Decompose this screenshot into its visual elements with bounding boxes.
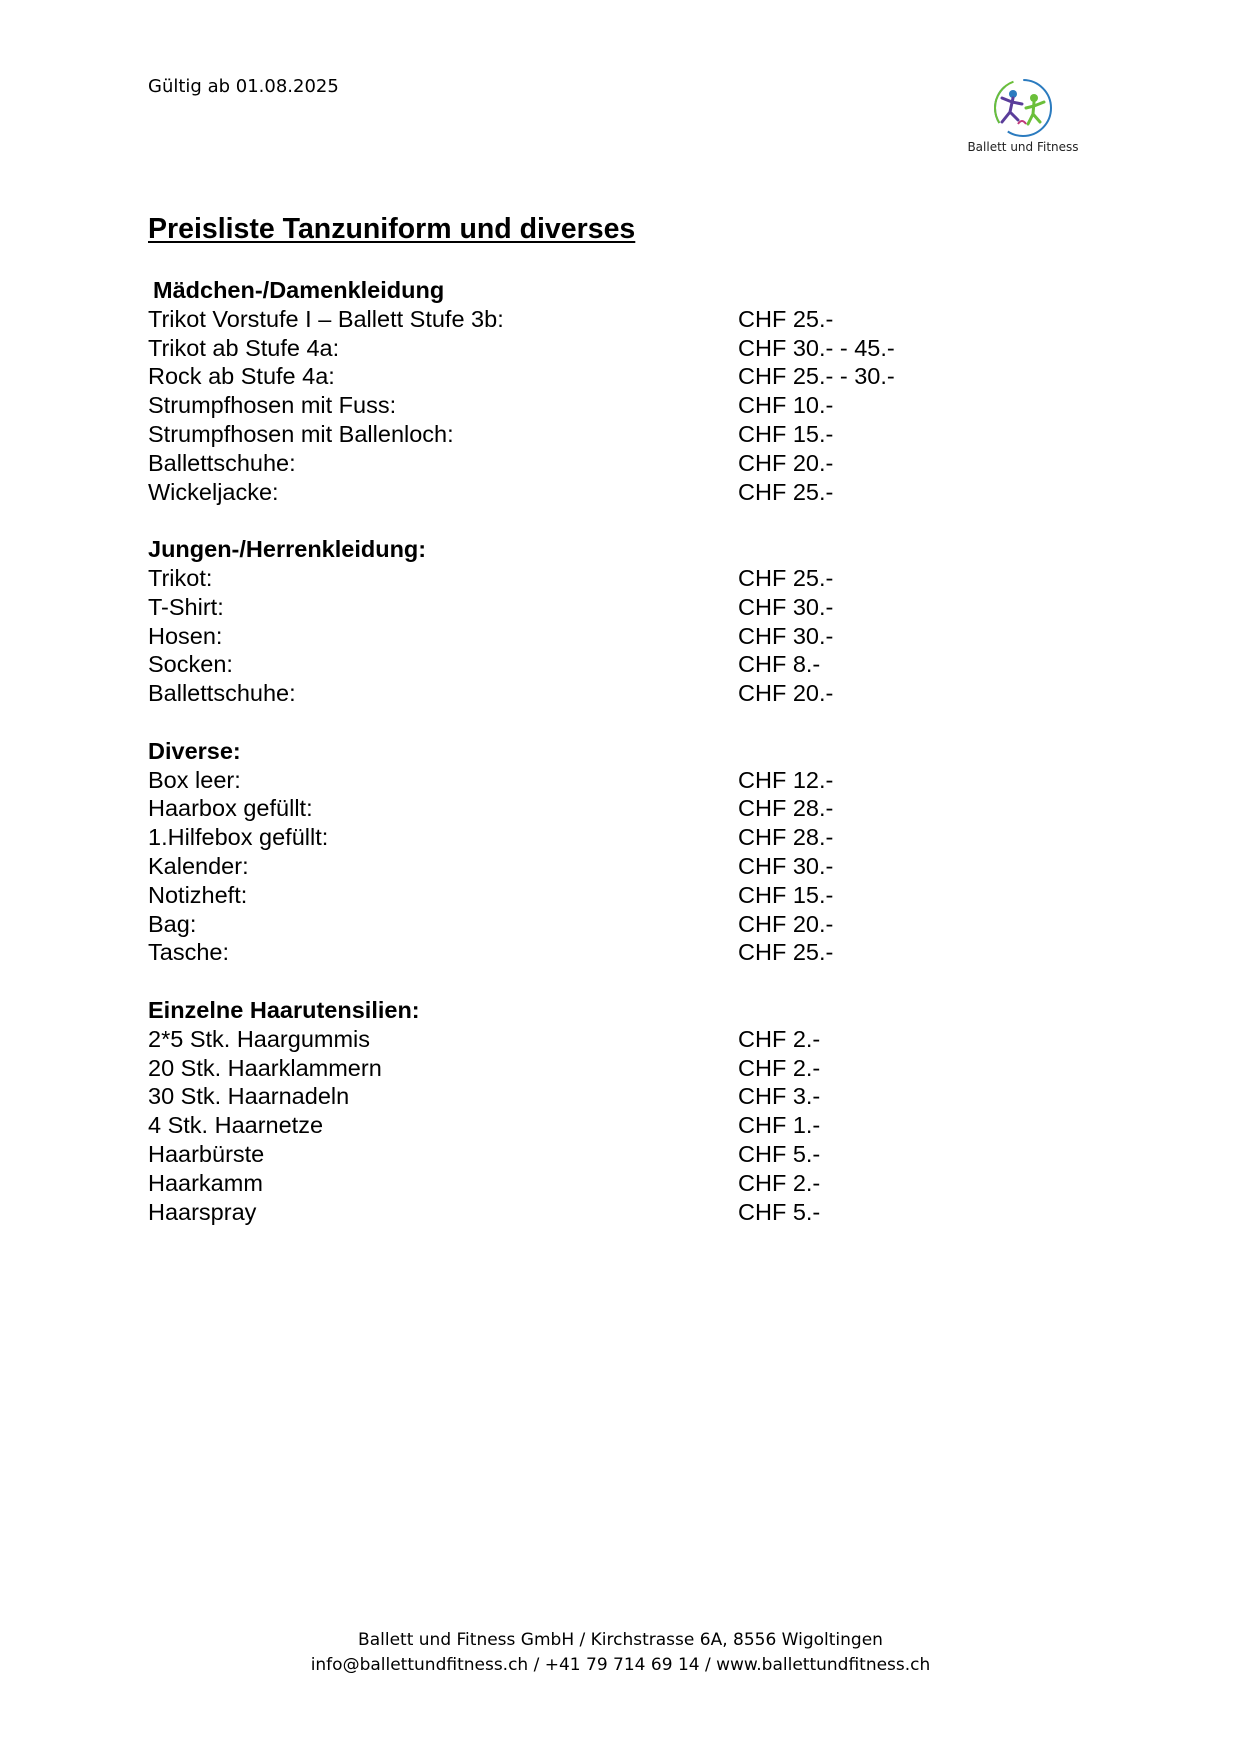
item-label: Kalender: bbox=[148, 852, 249, 879]
price-row bbox=[148, 593, 1048, 622]
item-price: CHF 25.- - 30.- bbox=[738, 363, 895, 390]
price-row bbox=[148, 1025, 1048, 1054]
item-label: 1.Hilfebox gefüllt: bbox=[148, 824, 329, 851]
price-row bbox=[148, 910, 1048, 939]
item-price: CHF 2.- bbox=[738, 1054, 821, 1081]
item-price: CHF 28.- bbox=[738, 824, 834, 851]
item-label: Haarspray bbox=[148, 1198, 257, 1225]
price-row bbox=[148, 420, 1048, 449]
item-label: Strumpfhosen mit Fuss: bbox=[148, 392, 397, 419]
item-price: CHF 2.- bbox=[738, 1169, 821, 1196]
item-price: CHF 15.- bbox=[738, 420, 834, 447]
price-row bbox=[148, 1140, 1048, 1169]
price-row bbox=[148, 679, 1048, 708]
dancers-logo-icon bbox=[988, 78, 1058, 140]
price-row bbox=[148, 823, 1048, 852]
item-label: Socken: bbox=[148, 651, 233, 678]
price-row bbox=[148, 1169, 1048, 1198]
price-row bbox=[148, 564, 1048, 593]
item-label: Ballettschuhe: bbox=[148, 449, 296, 476]
item-price: CHF 5.- bbox=[738, 1198, 821, 1225]
item-label: Trikot: bbox=[148, 564, 213, 591]
item-label: 30 Stk. Haarnadeln bbox=[148, 1083, 350, 1110]
item-price: CHF 25.- bbox=[738, 939, 834, 966]
price-section bbox=[148, 996, 1048, 1226]
price-row bbox=[148, 362, 1048, 391]
item-label: 2*5 Stk. Haargummis bbox=[148, 1025, 371, 1052]
price-row bbox=[148, 1054, 1048, 1083]
item-label: Box leer: bbox=[148, 766, 241, 793]
item-price: CHF 3.- bbox=[738, 1083, 821, 1110]
price-row bbox=[148, 881, 1048, 910]
item-price: CHF 30.- - 45.- bbox=[738, 334, 895, 361]
item-label: Haarbürste bbox=[148, 1140, 265, 1167]
price-row bbox=[148, 852, 1048, 881]
item-label: Wickeljacke: bbox=[148, 478, 279, 505]
price-row bbox=[148, 478, 1048, 507]
item-label: T-Shirt: bbox=[148, 593, 224, 620]
footer-contact: info@ballettundfitness.ch / +41 79 714 69 14 / www.ballettundfitness.ch bbox=[310, 1655, 931, 1675]
item-label: 20 Stk. Haarklammern bbox=[148, 1054, 382, 1081]
section-heading: Diverse: bbox=[148, 737, 241, 764]
page-title: Preisliste Tanzuniform und diverses bbox=[148, 213, 636, 245]
item-price: CHF 30.- bbox=[738, 852, 834, 879]
item-label: Trikot Vorstufe I – Ballett Stufe 3b: bbox=[148, 305, 504, 332]
item-price: CHF 30.- bbox=[738, 622, 834, 649]
price-row bbox=[148, 449, 1048, 478]
item-label: Trikot ab Stufe 4a: bbox=[148, 334, 340, 361]
valid-from-date: Gültig ab 01.08.2025 bbox=[148, 76, 339, 97]
item-label: Strumpfhosen mit Ballenloch: bbox=[148, 420, 454, 447]
logo-text: Ballett und Fitness bbox=[967, 140, 1079, 154]
item-label: Haarkamm bbox=[148, 1169, 263, 1196]
price-row bbox=[148, 650, 1048, 679]
price-section bbox=[148, 737, 1048, 967]
price-section bbox=[148, 535, 1048, 708]
item-label: Ballettschuhe: bbox=[148, 680, 296, 707]
item-label: Hosen: bbox=[148, 622, 223, 649]
section-heading: Einzelne Haarutensilien: bbox=[148, 996, 420, 1023]
price-row bbox=[148, 622, 1048, 651]
company-logo bbox=[948, 78, 1098, 160]
price-row bbox=[148, 794, 1048, 823]
item-price: CHF 15.- bbox=[738, 881, 834, 908]
section-heading: Mädchen-/Damenkleidung bbox=[153, 277, 445, 303]
price-row bbox=[148, 391, 1048, 420]
price-row bbox=[148, 938, 1048, 967]
item-price: CHF 2.- bbox=[738, 1025, 821, 1052]
price-row bbox=[148, 1198, 1048, 1227]
price-section bbox=[148, 276, 1048, 506]
item-price: CHF 20.- bbox=[738, 680, 834, 707]
footer bbox=[0, 1628, 1241, 1678]
price-list bbox=[148, 276, 1048, 1255]
item-label: Tasche: bbox=[148, 939, 229, 966]
item-price: CHF 25.- bbox=[738, 564, 834, 591]
item-label: 4 Stk. Haarnetze bbox=[148, 1112, 324, 1139]
price-row bbox=[148, 1082, 1048, 1111]
item-label: Haarbox gefüllt: bbox=[148, 795, 313, 822]
item-price: CHF 10.- bbox=[738, 392, 834, 419]
price-row bbox=[148, 334, 1048, 363]
item-label: Bag: bbox=[148, 910, 197, 937]
item-label: Notizheft: bbox=[148, 881, 248, 908]
item-price: CHF 1.- bbox=[738, 1112, 821, 1139]
item-price: CHF 20.- bbox=[738, 910, 834, 937]
price-row bbox=[148, 1111, 1048, 1140]
item-price: CHF 25.- bbox=[738, 478, 834, 505]
item-price: CHF 28.- bbox=[738, 795, 834, 822]
item-price: CHF 20.- bbox=[738, 449, 834, 476]
item-price: CHF 30.- bbox=[738, 593, 834, 620]
item-price: CHF 12.- bbox=[738, 766, 834, 793]
footer-address: Ballett und Fitness GmbH / Kirchstrasse 6A, 8556 Wigoltingen bbox=[358, 1630, 883, 1650]
item-price: CHF 25.- bbox=[738, 305, 834, 332]
item-price: CHF 8.- bbox=[738, 651, 821, 678]
item-price: CHF 5.- bbox=[738, 1140, 821, 1167]
price-row bbox=[148, 305, 1048, 334]
price-row bbox=[148, 766, 1048, 795]
item-label: Rock ab Stufe 4a: bbox=[148, 363, 335, 390]
section-heading: Jungen-/Herrenkleidung: bbox=[148, 536, 427, 563]
